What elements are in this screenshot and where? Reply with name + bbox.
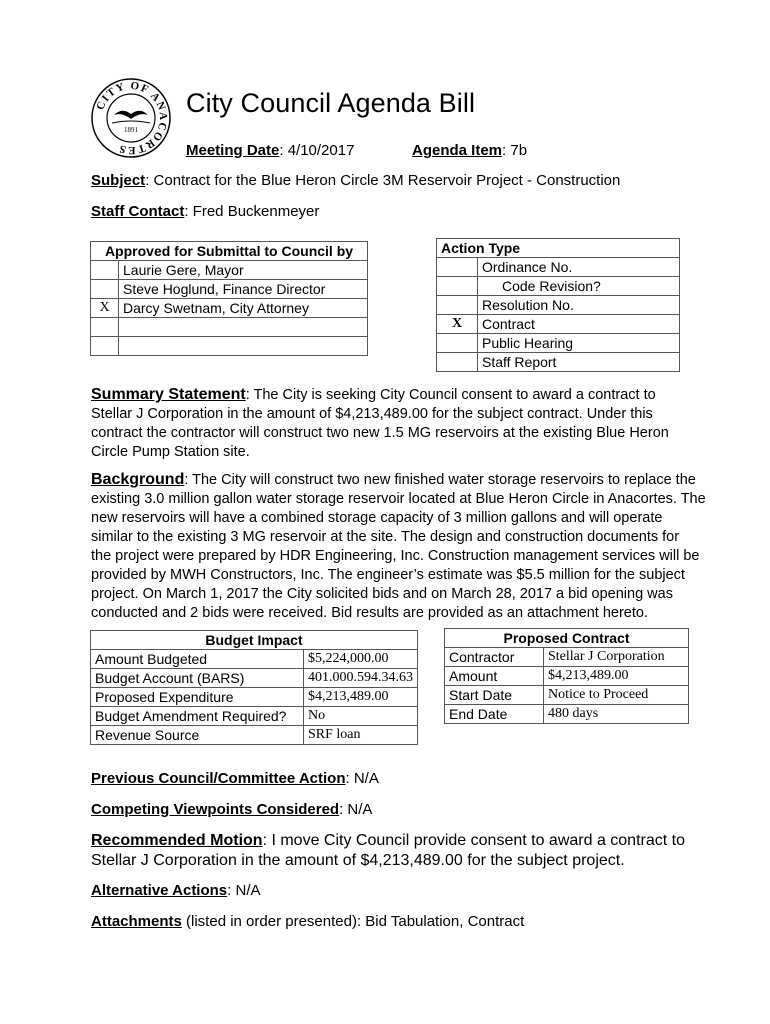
budget-row: Budget Account (BARS) 401.000.594.34.63	[91, 669, 418, 688]
staff-contact: Staff Contact: Fred Buckenmeyer	[91, 203, 320, 220]
action-row: Staff Report	[437, 353, 680, 372]
recommended-motion: Recommended Motion: I move City Council provide consent to award a contract to Stellar J Corporation in the amount of $4,213,489.00 for the subject project.	[91, 832, 685, 869]
approval-row: Steve Hoglund, Finance Director	[91, 280, 368, 299]
approval-row	[91, 337, 368, 356]
approval-row: Laurie Gere, Mayor	[91, 261, 368, 280]
budget-row: Budget Amendment Required? No	[91, 707, 418, 726]
alternative-actions: Alternative Actions: N/A	[91, 882, 261, 899]
subject-line: Subject: Contract for the Blue Heron Circle 3M Reservoir Project - Construction	[91, 172, 621, 189]
proposed-row: Contractor Stellar J Corporation	[445, 648, 689, 667]
action-row: X Contract	[437, 315, 680, 334]
background-section: Background: The City will construct two new finished water storage reservoirs to replace the existing 3.0 million gallon water storage reservoir located at Blue Heron Circle in Anacortes. The new reservoirs will have a combined storage capacity of 3 million gallons and will operate similar to the existing 3 MG reservoir at the site. The design and construction documents for the project were prepared by HDR Engineering, Inc. Construction management services will be provided by MWH Constructors, Inc. The engineer’s estimate was $5.5 million for the subject project. On March 1, 2017 the City solicited bids and on March 28, 2017 a bid opening was conducted and 2 bids were received. Bid results are provided as an attachment hereto.	[91, 471, 706, 621]
proposed-row: Amount $4,213,489.00	[445, 667, 689, 686]
budget-row: Amount Budgeted $5,224,000.00	[91, 650, 418, 669]
agenda-item: Agenda Item: 7b	[412, 142, 528, 159]
approval-table: Approved for Submittal to Council by Laurie Gere, Mayor Steve Hoglund, Finance Director X Darcy Swetnam, City Attorney	[90, 241, 368, 356]
summary-statement: Summary Statement: The City is seeking City Council consent to award a contract to Stellar J Corporation in the amount of $4,213,489.00 for the subject contract. Under this contract the contractor will construct two new 1.5 MG reservoirs at the existing Blue Heron Circle Pump Station site.	[91, 386, 669, 460]
svg-text:1891: 1891	[124, 126, 138, 134]
proposed-contract-table: Proposed Contract Contractor Stellar J Corporation Amount $4,213,489.00 Start Date Notice to Proceed End Date 480 days	[444, 628, 689, 724]
action-row: Resolution No.	[437, 296, 680, 315]
svg-text:CITY OF ANACORTES: CITY OF ANACORTES	[94, 79, 170, 157]
action-type-table: Action Type Ordinance No. Code Revision? Resolution No. X Contract Public Hearing Staff Report	[436, 238, 680, 372]
budget-impact-table: Budget Impact Amount Budgeted $5,224,000.00 Budget Account (BARS) 401.000.594.34.63 Proposed Expenditure $4,213,489.00 Budget Amendment Required? No Revenue Source SRF loan	[90, 630, 418, 745]
action-row: Public Hearing	[437, 334, 680, 353]
approval-row	[91, 318, 368, 337]
competing-viewpoints: Competing Viewpoints Considered: N/A	[91, 801, 373, 818]
city-seal-logo	[90, 77, 172, 159]
budget-row: Revenue Source SRF loan	[91, 726, 418, 745]
action-row: Ordinance No.	[437, 258, 680, 277]
proposed-row: End Date 480 days	[445, 705, 689, 724]
approval-row: X Darcy Swetnam, City Attorney	[91, 299, 368, 318]
proposed-row: Start Date Notice to Proceed	[445, 686, 689, 705]
page-title: City Council Agenda Bill	[186, 88, 476, 118]
previous-action: Previous Council/Committee Action: N/A	[91, 770, 379, 787]
budget-row: Proposed Expenditure $4,213,489.00	[91, 688, 418, 707]
meeting-date: Meeting Date: 4/10/2017	[186, 142, 355, 159]
action-row: Code Revision?	[437, 277, 680, 296]
attachments: Attachments (listed in order presented): Bid Tabulation, Contract	[91, 913, 525, 930]
